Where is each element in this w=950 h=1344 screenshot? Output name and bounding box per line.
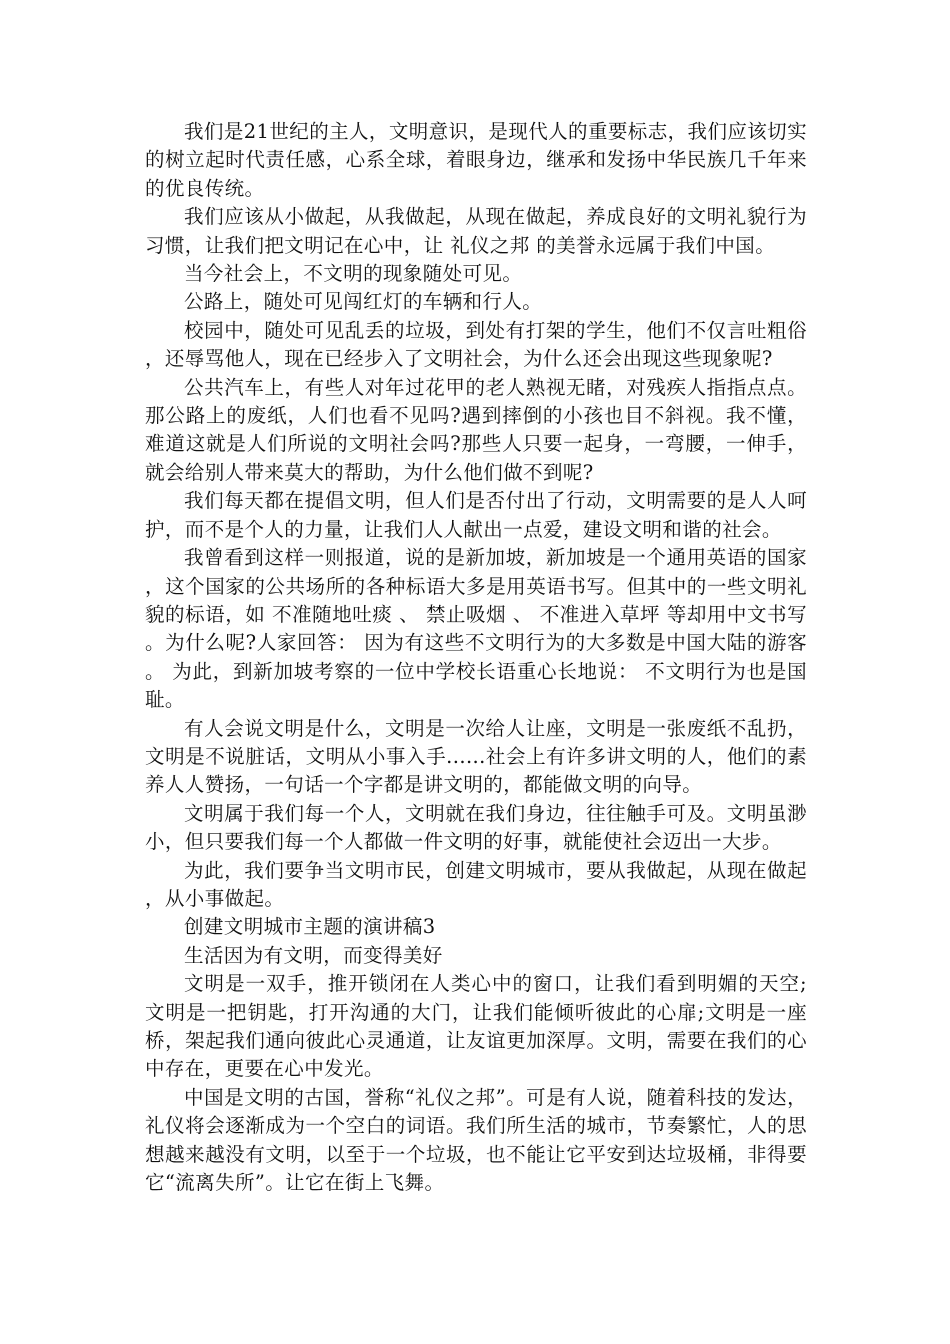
document-page [145, 118, 807, 1197]
paragraph-3: 当今社会上，不文明的现象随处可见。 [184, 262, 523, 286]
paragraph-2: 我们应该从小做起，从我做起，从现在做起，养成良好的文明礼貌行为习惯，让我们把文明记在心中，让 礼仪之邦 的美誉永远属于我们中国。 [145, 205, 807, 257]
paragraph-6: 公共汽车上，有些人对年过花甲的老人熟视无睹，对残疾人指指点点。那公路上的废纸，人们也看不见吗?遇到摔倒的小孩也目不斜视。我不懂，难道这就是人们所说的文明社会吗?那些人只要一起身，一弯腰，一伸手，就会给别人带来莫大的帮助，为什么他们做不到呢? [145, 375, 807, 484]
paragraph-4: 公路上，随处可见闯红灯的车辆和行人。 [184, 290, 543, 314]
paragraph-15: 中国是文明的古国，誉称“礼仪之邦”。可是有人说，随着科技的发达，礼仪将会逐渐成为一个空白的词语。我们所生活的城市，节奏繁忙，人的思想越来越没有文明，以至于一个垃圾，也不能让它平安到达垃圾桶，非得要它“流离失所”。让它在街上飞舞。 [145, 1085, 807, 1195]
speech-subtitle: 生活因为有文明，而变得美好 [184, 943, 443, 967]
paragraph-1: 我们是21世纪的主人，文明意识，是现代人的重要标志，我们应该切实的树立起时代责任感，心系全球，着眼身边，继承和发扬中华民族几千年来的优良传统。 [145, 120, 807, 200]
paragraph-5: 校园中，随处可见乱丢的垃圾，到处有打架的学生，他们不仅言吐粗俗，还辱骂他人，现在已经步入了文明社会，为什么还会出现这些现象呢? [145, 318, 807, 371]
speech-title: 创建文明城市主题的演讲稿3 [184, 915, 436, 939]
paragraph-10: 文明属于我们每一个人，文明就在我们身边，往往触手可及。文明虽渺小，但只要我们每一个人都做一件文明的好事，就能使社会迈出一大步。 [145, 801, 807, 854]
paragraph-9: 有人会说文明是什么，文明是一次给人让座，文明是一张废纸不乱扔，文明是不说脏话，文明从小事入手......社会上有许多讲文明的人，他们的素养人人赞扬，一句话一个字都是讲文明的，都能做文明的向导。 [145, 716, 807, 797]
paragraph-7: 我们每天都在提倡文明，但人们是否付出了行动，文明需要的是人人呵护，而不是个人的力量，让我们人人献出一点爱，建设文明和谐的社会。 [145, 489, 807, 541]
paragraph-11: 为此，我们要争当文明市民，创建文明城市，要从我做起，从现在做起，从小事做起。 [145, 858, 807, 910]
paragraph-8: 我曾看到这样一则报道，说的是新加坡，新加坡是一个通用英语的国家，这个国家的公共场所的各种标语大多是用英语书写。但其中的一些文明礼貌的标语，如 不准随地吐痰 、 禁止吸烟 、 不准进入草坪 等却用中文书写。为什么呢?人家回答： 因为有这些不文明行为的大多数是中国大陆的游客。 为此，到新加坡考察的一位中学校长语重心长地说： 不文明行为也是国耻。 [145, 546, 807, 712]
paragraph-14: 文明是一双手，推开锁闭在人类心中的窗口，让我们看到明媚的天空;文明是一把钥匙，打开沟通的大门，让我们能倾听彼此的心扉;文明是一座桥，架起我们通向彼此心灵通道，让友谊更加深厚。文明，需要在我们的心中存在，更要在心中发光。 [145, 972, 807, 1081]
